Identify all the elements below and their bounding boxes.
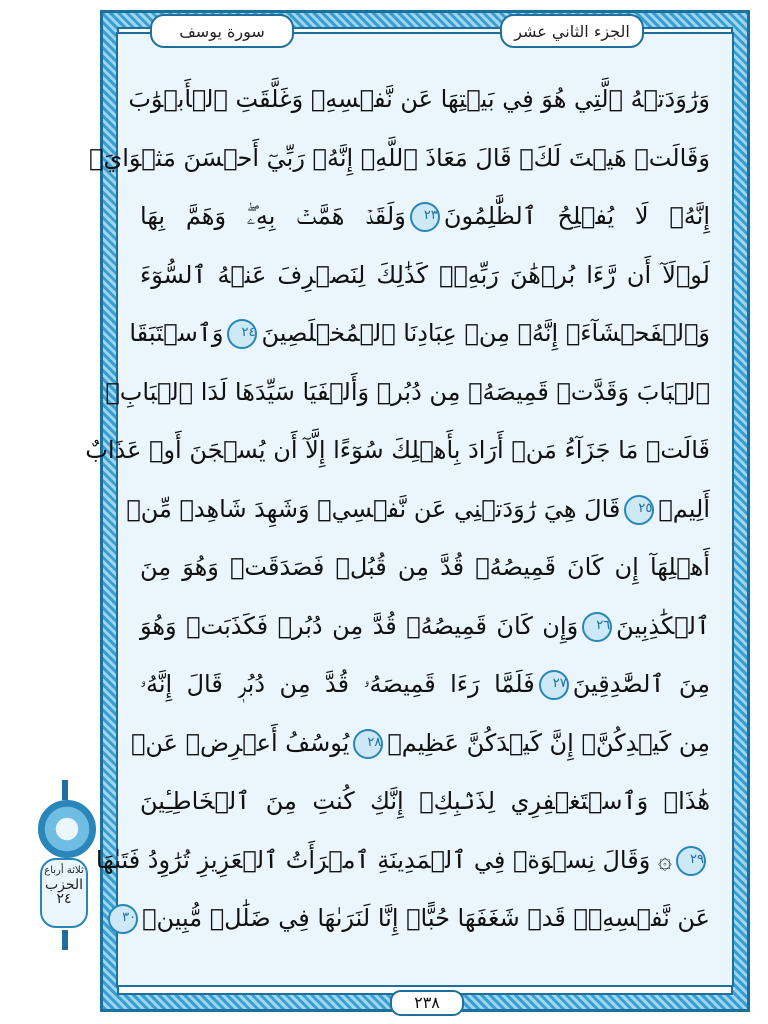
- text-line: [140, 597, 710, 656]
- hizb-fraction: ثلاثة أرباع: [44, 865, 84, 876]
- verse-text: وَرَٰوَدَتۡهُ ٱلَّتِي هُوَ فِي بَيۡتِهَا عَن نَّفۡسِهِۦ وَغَلَّقَتِ ٱلۡأَبۡوَٰبَ: [128, 85, 710, 113]
- text-line: [105, 363, 710, 422]
- juz-title: الجزء الثاني عشر: [514, 21, 630, 41]
- hizb-label-box: [40, 858, 88, 928]
- text-line: [140, 187, 710, 246]
- ayah-number: ٣٠: [108, 904, 138, 934]
- text-line: [140, 772, 710, 831]
- verse-text: ۞ وَقَالَ نِسۡوَةٞ فِي ٱلۡمَدِينَةِ ٱمۡرَأَتُ ٱلۡعَزِيزِ تُرَٰوِدُ فَتَىٰهَا: [95, 845, 672, 874]
- ayah-number: ٢٥: [624, 495, 654, 525]
- ayah-number: ٢٧: [539, 670, 569, 700]
- text-line: [130, 714, 710, 773]
- verse-text: قَالَتۡ مَا جَزَآءُ مَنۡ أَرَادَ بِأَهۡلِكَ سُوٓءًا إِلَّآ أَن يُسۡجَنَ أَوۡ عَذَابٌ: [85, 436, 710, 464]
- text-line: [95, 831, 710, 890]
- juz-header: [500, 14, 644, 48]
- quran-text: [85, 70, 711, 948]
- ornament-spike-top: [62, 780, 68, 800]
- text-line: [129, 304, 710, 363]
- verse-text: ٱلۡبَابَ وَقَدَّتۡ قَمِيصَهُۥ مِن دُبُرٖ وَأَلۡفَيَا سَيِّدَهَا لَدَا ٱلۡبَابِۚ: [105, 377, 710, 406]
- text-line: [140, 246, 710, 305]
- verse-text: أَهۡلِهَآ إِن كَانَ قَمِيصُهُۥ قُدَّ مِن قُبُلٖ فَصَدَقَتۡ وَهُوَ مِنَ: [140, 553, 710, 581]
- medallion-icon: [38, 800, 96, 858]
- ayah-number: ٢٣: [410, 202, 440, 232]
- surah-header: [150, 14, 294, 48]
- verse-text: لَوۡلَآ أَن رَّءَا بُرۡهَٰنَ رَبِّهِۦۚ كَذَٰلِكَ لِنَصۡرِفَ عَنۡهُ ٱلسُّوٓءَ: [140, 260, 710, 289]
- verse-text: مِن كَيۡدِكُنَّۖ إِنَّ كَيۡدَكُنَّ عَظِيمٞ: [387, 728, 710, 757]
- verse-text: هَٰذَاۚ وَٱسۡتَغۡفِرِي لِذَنۢبِكِۖ إِنَّكِ كُنتِ مِنَ ٱلۡخَاطِـِٔينَ: [140, 787, 710, 815]
- verse-text: فَلَمَّا رَءَا قَمِيصَهُۥ قُدَّ مِن دُبُرٖ قَالَ إِنَّهُۥ: [140, 670, 535, 698]
- verse-text: قَالَ هِيَ رَٰوَدَتۡنِي عَن نَّفۡسِيۚ وَشَهِدَ شَاهِدٞ مِّنۡ: [126, 494, 621, 523]
- verse-text: ٱلۡكَٰذِبِينَ: [616, 611, 710, 640]
- text-line: [126, 480, 710, 539]
- text-line: [128, 70, 710, 129]
- page-number-text: ٢٣٨: [414, 993, 440, 1012]
- verse-text: إِنَّهُۥ لَا يُفۡلِحُ ٱلظَّٰلِمُونَ: [443, 202, 710, 230]
- text-line: [140, 655, 710, 714]
- text-line: [140, 538, 710, 597]
- text-line: [85, 421, 710, 480]
- verse-text: مِنَ ٱلصَّٰدِقِينَ: [572, 670, 711, 698]
- page-number: [390, 990, 464, 1016]
- verse-text: وَٱسۡتَبَقَا: [129, 319, 224, 347]
- verse-text: وَإِن كَانَ قَمِيصُهُۥ قُدَّ مِن دُبُرٖ فَكَذَبَتۡ وَهُوَ: [140, 611, 579, 640]
- hizb-word: الحزب: [44, 877, 84, 893]
- ayah-number: ٢٦: [582, 612, 612, 642]
- verse-text: وَقَالَتۡ هَيۡتَ لَكَۚ قَالَ مَعَاذَ ٱللَّهِۖ إِنَّهُۥ رَبِّيٓ أَحۡسَنَ مَثۡوَايَۖ: [89, 143, 710, 172]
- verse-text: عَن نَّفۡسِهِۦۖ قَدۡ شَغَفَهَا حُبًّاۖ إِنَّا لَنَرَىٰهَا فِي ضَلَٰلٖ مُّبِينٖ: [142, 904, 710, 932]
- text-line: [122, 889, 710, 948]
- hizb-marker: [30, 780, 100, 950]
- text-line: [89, 129, 710, 188]
- verse-text: وَلَقَدۡ هَمَّتۡ بِهِۦۖ وَهَمَّ بِهَا: [140, 202, 406, 230]
- surah-title: سورة يوسف: [179, 21, 265, 41]
- ayah-number: ٢٤: [227, 319, 257, 349]
- verse-text: وَٱلۡفَحۡشَآءَۚ إِنَّهُۥ مِنۡ عِبَادِنَا ٱلۡمُخۡلَصِينَ: [261, 319, 710, 347]
- ayah-number: ٢٨: [353, 729, 383, 759]
- verse-text: يُوسُفُ أَعۡرِضۡ عَنۡ: [130, 728, 350, 757]
- ornament-spike-bottom: [62, 930, 68, 950]
- hizb-number: ٢٤: [56, 891, 72, 907]
- verse-text: أَلِيمٞ: [658, 494, 710, 523]
- ayah-number: ٢٩: [676, 846, 706, 876]
